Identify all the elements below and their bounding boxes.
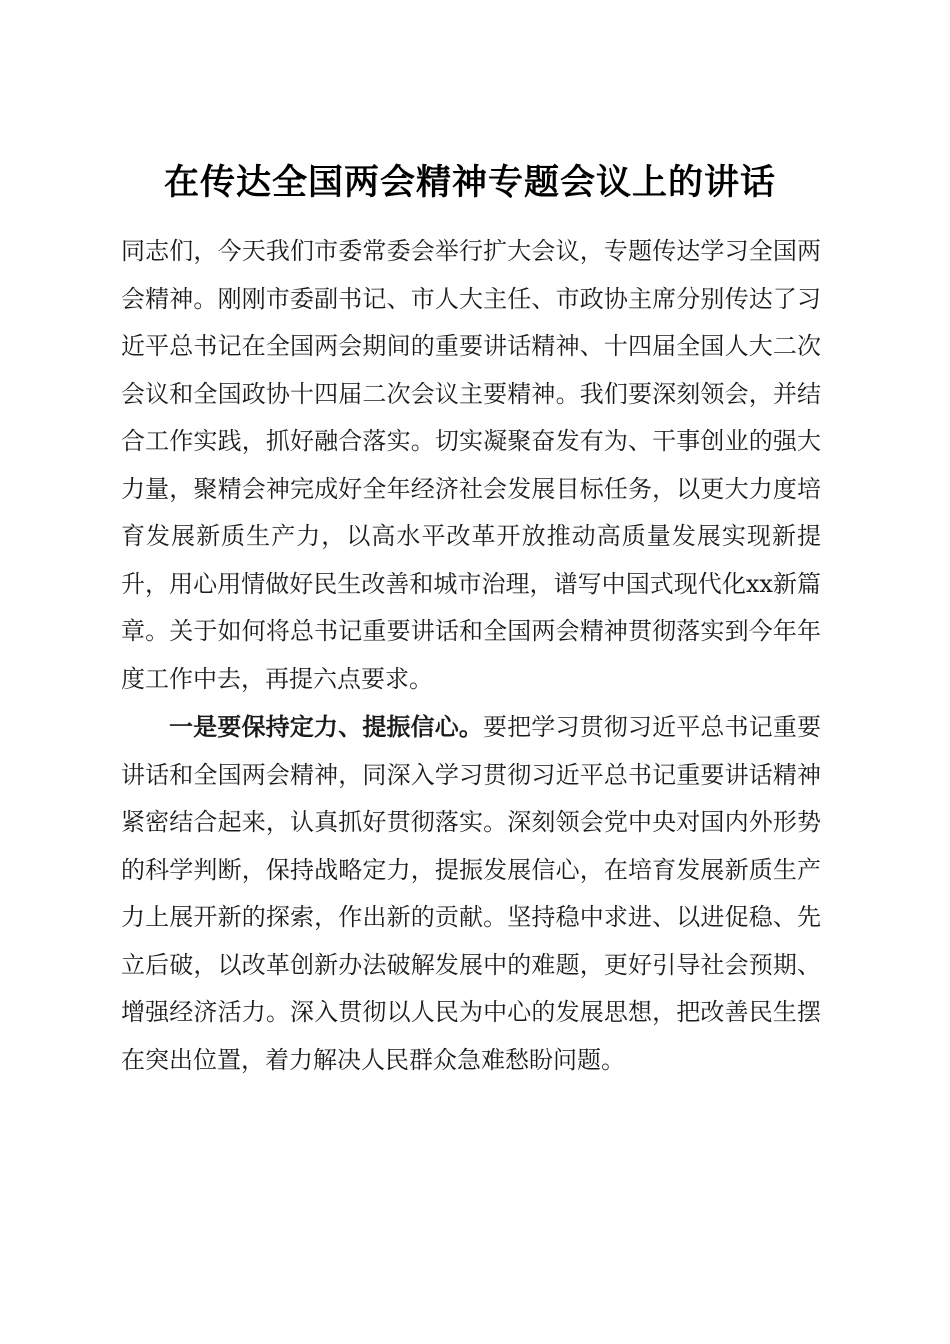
document-body <box>121 228 821 1084</box>
paragraph-point-one <box>121 703 821 1084</box>
paragraph-point-one-text: 要把学习贯彻习近平总书记重要讲话和全国两会精神，同深入学习贯彻习近平总书记重要讲话精神紧密结合起来，认真抓好贯彻落实。深刻领会党中央对国内外形势的科学判断，保持战略定力，提振发展信心，在培育发展新质生产力上展开新的探索，作出新的贡献。坚持稳中求进、以进促稳、先立后破，以改革创新办法破解发展中的难题，更好引导社会预期、增强经济活力。深入贯彻以人民为中心的发展思想，把改善民生摆在突出位置，着力解决人民群众急难愁盼问题。 <box>121 713 821 1074</box>
paragraph-intro <box>121 228 821 703</box>
paragraph-intro-text: 同志们，今天我们市委常委会举行扩大会议，专题传达学习全国两会精神。刚刚市委副书记、市人大主任、市政协主席分别传达了习近平总书记在全国两会期间的重要讲话精神、十四届全国人大二次会议和全国政协十四届二次会议主要精神。我们要深刻领会，并结合工作实践，抓好融合落实。切实凝聚奋发有为、干事创业的强大力量，聚精会神完成好全年经济社会发展目标任务，以更大力度培育发展新质生产力，以高水平改革开放推动高质量发展实现新提升，用心用情做好民生改善和城市治理，谱写中国式现代化xx新篇章。关于如何将总书记重要讲话和全国两会精神贯彻落实到今年年度工作中去，再提六点要求。 <box>121 237 821 693</box>
document-title: 在传达全国两会精神专题会议上的讲话 <box>163 162 776 204</box>
paragraph-point-one-lead: 一是要保持定力、提振信心。 <box>169 712 483 741</box>
